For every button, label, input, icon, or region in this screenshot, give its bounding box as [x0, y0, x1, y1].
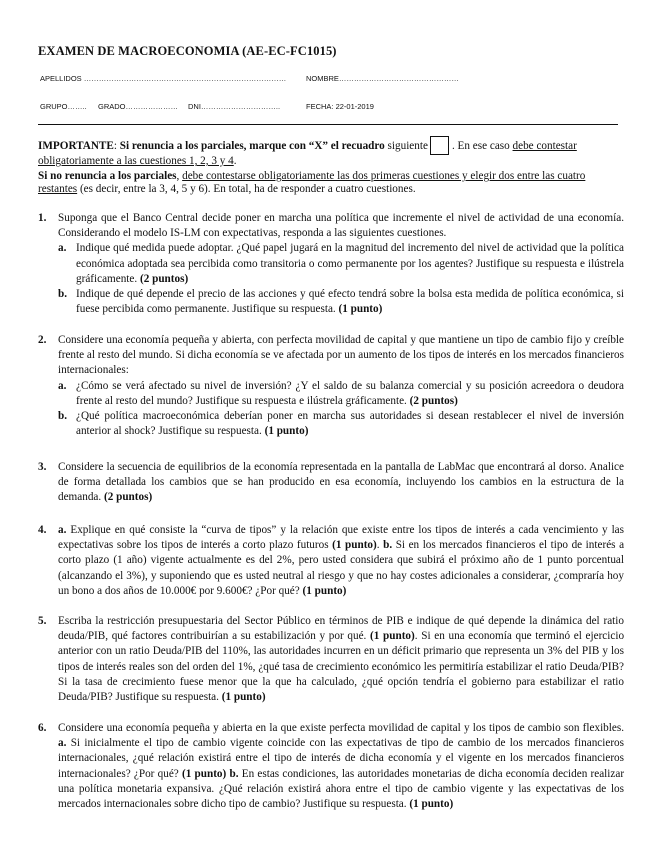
sub-text: Si en los mercados financieros el tipo de interés a corto plazo (1 año) vigente actualmente es del 2%, pero usted considera que subirá el próximo año de 1 punto porcentual (alcanzando el 3%), y suponiendo que es usted neutral al riesgo y que no hay costes adicionales a considerar, ¿compraría hoy un bono a dos años de 10.000€ por 9.600€? ¿Por qué? — [58, 539, 625, 597]
important-notice — [38, 136, 624, 168]
grado-field[interactable]: GRADO………………… — [98, 102, 179, 111]
question-number: 3. — [38, 461, 47, 473]
dni-field[interactable]: DNI………………………….. — [188, 102, 281, 111]
sub-text: Explique en qué consiste la “curva de tipos” y la relación que existe entre los tipos de interés a cada vencimiento y las expectativas sobre los tipos de interés a corto plazo futuros — [58, 524, 624, 552]
important-end: . — [233, 155, 237, 167]
important-underlined: debe contestar obligatoriamente a las cuestiones 1, 2, 3 y 4 — [38, 140, 577, 167]
sub-label: b. — [58, 288, 68, 301]
fecha-label: FECHA: 22-01-2019 — [306, 102, 374, 111]
question-5: 5. Escriba la restricción presupuestaria del Sector Público en términos de PIB e indique de qué depende la dinámica del ratio deuda/PIB, qué factores contribuirían a su estabilización y por qué. (1 punto). Si en una economía que terminó el ejercicio anterior con un ratio Deuda/PIB del 110%, las autoridades incurren en un déficit primario que representa un 3% del PIB y los tipos de interés reales son del orden del 1%, ¿qué tasa de crecimiento económico les permitiría estabilizar el ratio Deuda/PIB? Si la tasa de crecimiento fuese menor que la que ha calculado, ¿qué opción tendría el gobierno para estabilizar el ratio Deuda/PIB? Justifique su respuesta. (1 punto) — [38, 615, 625, 704]
sub-label: a. — [58, 379, 67, 392]
grupo-field[interactable]: GRUPO…….. — [40, 102, 87, 111]
question-text: Considere una economía pequeña y abierta, con perfecta movilidad de capital y que mantiene un tipo de cambio fijo y creíble frente al resto del mundo. Si dicha economía se ve afectada por un aumento de los tipos de interés en los mercados financieros internacionales: — [58, 334, 624, 377]
renounce-checkbox[interactable] — [430, 136, 449, 155]
intro-comma: , — [176, 170, 183, 182]
question-text: Si en una economía que terminó el ejercicio anterior con un ratio Deuda/PIB del 110%, las autoridades incurren en un déficit primario que representa un 3% del PIB y los tipos de interés reales son del orden del 1%, ¿qué tasa de crecimiento económico les permitiría estabilizar el ratio Deuda/PIB? Si la tasa de crecimiento fuese menor que la que ha calculado, ¿qué opción tendría el gobierno para estabilizar el ratio Deuda/PIB? Justifique su respuesta. — [58, 630, 625, 704]
points: (1 punto) — [338, 303, 383, 316]
sub-label: b. — [229, 767, 239, 780]
sub-text: Indique de qué depende el precio de las acciones y qué efecto tendrá sobre la bolsa esta medida de política económica, si fuese percibida como permanente. Justifique su respuesta. — [76, 288, 624, 316]
question-number: 5. — [38, 615, 47, 627]
points: (1 punto) — [181, 767, 227, 780]
important-colon: : — [113, 140, 120, 152]
question-1a — [58, 241, 624, 287]
question-number: 6. — [38, 722, 47, 734]
sub-label: a. — [58, 242, 67, 255]
important-bold-text: Si renuncia a los parciales, marque con “X” el recuadro — [119, 140, 385, 152]
question-4: 4. a. Explique en qué consiste la “curva de tipos” y la relación que existe entre los tipos de interés a cada vencimiento y las expectativas sobre los tipos de interés a corto plazo futuros (1 punto). b. Si en los mercados financieros el tipo de interés a corto plazo (1 año) vigente actualmente es del 2%, pero usted considera que subirá el próximo año de 1 punto porcentual (alcanzando el 3%), y suponiendo que es usted neutral al riesgo y que no hay costes adicionales a considerar, ¿compraría hoy un bono a dos años de 10.000€ por 9.600€? ¿Por qué? (1 punto) — [38, 524, 625, 597]
intro-bold: Si no renuncia a los parciales — [38, 170, 177, 182]
sub-text: ¿Cómo se verá afectado su nivel de inversión? ¿Y el saldo de su balanza comercial y su posición acreedora o deudora frente al resto del mundo? Justifique su respuesta e ilústrela gráficamente. — [76, 379, 624, 407]
question-3 — [38, 460, 624, 506]
sub-text: ¿Qué política macroeconómica deberían poner en marcha sus autoridades si desean restablecer el nivel de inversión anterior al shock? Justifique su respuesta. — [76, 410, 624, 438]
sub-text: En estas condiciones, las autoridades monetarias de dicha economía deciden realizar una política monetaria expansiva. ¿Qué relación existirá ahora entre el tipo de cambio vigente y las expectativas de los mercados internacionales sobre dicho tipo de cambio? Justifique su respuesta. — [58, 767, 625, 811]
question-2a — [58, 379, 624, 409]
instructions-intro — [38, 170, 624, 196]
question-text: Considere la secuencia de equilibrios de la economía representada en la pantalla de LabMac que encontrará al dorso. Analice de forma detallada los cambios que se han producido en esa economía, incluyendo los cambios en la estructura de la demanda. — [58, 461, 624, 504]
points: (1 punto) — [370, 630, 415, 643]
points: (1 punto) — [302, 584, 347, 597]
apellidos-field[interactable]: APELLIDOS ……………………………………………………………………… — [40, 74, 287, 83]
sub-text: Si inicialmente el tipo de cambio vigente coincide con las expectativas de tipo de cambio de los mercados financieros internacionales, ¿qué relación existirá entre el tipo de interés de dicha economía y el vigente en los mercados financieros internacionales? ¿Por qué? — [58, 737, 625, 780]
sub-label: a. — [58, 737, 67, 750]
points: (1 punto) — [221, 691, 266, 704]
question-6 — [38, 721, 624, 812]
question-number: 1. — [38, 212, 47, 224]
points: (2 puntos) — [103, 491, 153, 504]
nombre-field[interactable]: NOMBRE………………………………………… — [306, 74, 459, 83]
points: (2 puntos) — [139, 272, 189, 285]
intro-end: (es decir, entre la 3, 4, 5 y 6). En total, ha de responder a cuatro cuestiones. — [77, 183, 416, 195]
important-siguiente: siguiente — [384, 140, 428, 152]
sub-label: b. — [58, 410, 68, 423]
question-text: Suponga que el Banco Central decide poner en marcha una política que incremente el nivel de actividad de una economía. Considerando el modelo IS-LM con expectativas, responda a las siguientes cuestiones. — [58, 212, 624, 240]
sub-text: Indique qué medida puede adoptar. ¿Qué papel jugará en la magnitud del incremento del nivel de actividad que la política económica adoptada sea percibida como transitoria o como permanente por los agentes? Justifique su respuesta e ilústrela gráficamente. — [76, 242, 624, 285]
question-2 — [38, 333, 624, 439]
question-text: Escriba la restricción presupuestaria del Sector Público en términos de PIB e indique de qué depende la dinámica del ratio deuda/PIB, qué factores contribuirían a su estabilización y por qué. — [58, 615, 624, 643]
intro-underlined: debe contestarse obligatoriamente las dos primeras cuestiones y elegir dos entre las cuatro restantes — [38, 170, 586, 195]
important-label: IMPORTANTE — [38, 140, 114, 152]
question-number: 2. — [38, 334, 47, 346]
points: (1 punto) — [332, 539, 377, 552]
question-number: 4. — [38, 524, 47, 536]
question-1 — [38, 211, 624, 317]
sub-label: b. — [383, 539, 393, 552]
header-divider — [38, 124, 618, 125]
question-2b — [58, 409, 624, 439]
important-after: . En ese caso — [451, 140, 513, 152]
points: (2 puntos) — [409, 394, 458, 407]
question-text: Considere una economía pequeña y abierta en la que existe perfecta movilidad de capital y los tipos de cambio son flexibles. — [58, 722, 624, 734]
exam-title: EXAMEN DE MACROECONOMIA (AE-EC-FC1015) — [38, 44, 337, 58]
question-1b — [58, 287, 624, 317]
points: (1 punto) — [409, 798, 454, 811]
sub-label: a. — [58, 524, 67, 536]
points: (1 punto) — [264, 425, 309, 438]
